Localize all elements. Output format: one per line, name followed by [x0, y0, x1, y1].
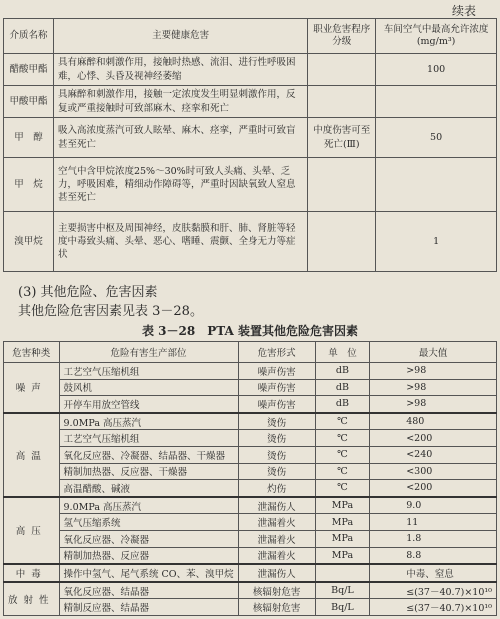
table-row	[4, 446, 497, 463]
health-hazard: 具麻醉和刺激作用，接触一定浓度发生明显刺激作用，反复或严重接触时可致部麻木、痉挛和死亡	[53, 86, 307, 118]
header-health-hazard: 主要健康危害	[53, 19, 307, 54]
unit: ℃	[315, 413, 370, 430]
unit: Bq/L	[315, 582, 370, 599]
table-row	[4, 379, 497, 396]
max-value: 8.8	[370, 547, 497, 564]
hazard-location: 9.0MPa 高压蒸汽	[59, 413, 238, 430]
max-concentration	[376, 158, 497, 212]
table-row	[4, 54, 497, 86]
max-value: 9.0	[370, 497, 497, 514]
hazard-form: 烫伤	[238, 446, 315, 463]
table-row	[4, 86, 497, 118]
hazard-category: 放射性	[4, 582, 60, 616]
unit: ℃	[315, 446, 370, 463]
medium-name: 甲 烷	[4, 158, 54, 212]
hazard-category: 高温	[4, 413, 60, 497]
hazard-form: 泄漏伤人	[238, 564, 315, 582]
max-concentration: 50	[376, 118, 497, 158]
hazard-location: 鼓风机	[59, 379, 238, 396]
medium-name: 醋酸甲酯	[4, 54, 54, 86]
hazard-form: 噪声伤害	[238, 363, 315, 380]
max-value: 11	[370, 514, 497, 531]
max-value: <200	[370, 430, 497, 447]
hazard-location: 工艺空气压缩机组	[59, 430, 238, 447]
table-row	[4, 463, 497, 480]
header-location: 危险有害生产部位	[59, 342, 238, 363]
hazard-grade	[308, 212, 376, 272]
max-value: <300	[370, 463, 497, 480]
table-row	[4, 564, 497, 582]
hazard-location: 工艺空气压缩机组	[59, 363, 238, 380]
unit: dB	[315, 363, 370, 380]
header-hazard-type: 危害种类	[4, 342, 60, 363]
table-row	[4, 363, 497, 380]
table-header-row	[4, 19, 497, 54]
hazard-form: 核辐射危害	[238, 599, 315, 616]
hazard-form: 噪声伤害	[238, 396, 315, 413]
max-value: >98	[370, 379, 497, 396]
hazard-location: 氧化反应器、冷凝器	[59, 530, 238, 547]
hazard-form: 泄漏着火	[238, 547, 315, 564]
hazard-grade	[308, 158, 376, 212]
max-value: <200	[370, 480, 497, 497]
continued-label: 续表	[451, 4, 476, 18]
health-hazard: 吸入高浓度蒸汽可致人眩晕、麻木、痉挛，严重时可致盲甚至死亡	[53, 118, 307, 158]
hazard-grade: 中度伤害可至死亡(Ⅲ)	[308, 118, 376, 158]
header-grade: 职业危害程序分级	[308, 19, 376, 54]
max-concentration: 1	[376, 212, 497, 272]
table-row	[4, 547, 497, 564]
hazard-form: 泄漏着火	[238, 530, 315, 547]
hazard-location: 氢气压缩系统	[59, 514, 238, 531]
hazard-grade	[308, 86, 376, 118]
unit: MPa	[315, 547, 370, 564]
hazard-form: 噪声伤害	[238, 379, 315, 396]
table-row	[4, 158, 497, 212]
hazard-form: 烫伤	[238, 413, 315, 430]
max-value: 1.8	[370, 530, 497, 547]
max-concentration: 100	[376, 54, 497, 86]
unit: MPa	[315, 530, 370, 547]
max-value: >98	[370, 363, 497, 380]
table-row	[4, 480, 497, 497]
max-value: <240	[370, 446, 497, 463]
max-value: ≤(37－40.7)×10¹⁰	[370, 582, 497, 599]
hazard-category: 高压	[4, 497, 60, 564]
table-row	[4, 599, 497, 616]
max-value: 中毒、窒息	[370, 564, 497, 582]
other-hazard-table	[3, 341, 497, 616]
section-line: 其他危险危害因素见表 3－28。	[18, 304, 203, 319]
table-row	[4, 396, 497, 413]
unit: MPa	[315, 497, 370, 514]
hazard-location: 精制加热器、反应器	[59, 547, 238, 564]
health-hazard: 空气中含甲烷浓度25%～30%时可致人头痛、头晕、乏力，呼吸困难，精细动作障碍等，严重时因缺氧致人窒息甚至死亡	[53, 158, 307, 212]
table-row	[4, 582, 497, 599]
section-heading: (3) 其他危险、危害因素	[18, 285, 158, 300]
unit: ℃	[315, 430, 370, 447]
table-row	[4, 530, 497, 547]
medium-name: 甲酸甲酯	[4, 86, 54, 118]
hazard-location: 氧化反应器、冷凝器、结晶器、干燥器	[59, 446, 238, 463]
unit: dB	[315, 396, 370, 413]
header-medium: 介质名称	[4, 19, 54, 54]
header-hazard-form: 危害形式	[238, 342, 315, 363]
table-row	[4, 497, 497, 514]
hazard-location: 开停车用放空管线	[59, 396, 238, 413]
hazard-form: 泄漏着火	[238, 514, 315, 531]
medium-name: 溴甲烷	[4, 212, 54, 272]
hazard-location: 氧化反应器、结晶器	[59, 582, 238, 599]
table-row	[4, 514, 497, 531]
hazard-form: 烫伤	[238, 463, 315, 480]
max-value: >98	[370, 396, 497, 413]
unit	[315, 564, 370, 582]
header-max-concentration: 车间空气中最高允许浓度(mg/m³)	[376, 19, 497, 54]
hazard-category: 中毒	[4, 564, 60, 582]
hazard-form: 核辐射危害	[238, 582, 315, 599]
hazard-location: 操作中氢气、尾气系统 CO、苯、溴甲烷	[59, 564, 238, 582]
unit: ℃	[315, 463, 370, 480]
table-header-row	[4, 342, 497, 363]
medium-name: 甲 醇	[4, 118, 54, 158]
hazard-form: 灼伤	[238, 480, 315, 497]
header-unit: 单 位	[315, 342, 370, 363]
health-hazard: 主要损害中枢及周围神经，皮肤黏膜和肝、肺、肾脏等轻度中毒致头痛、头晕、恶心、嗜睡、震颤、全身无力等症状	[53, 212, 307, 272]
hazard-location: 9.0MPa 高压蒸汽	[59, 497, 238, 514]
hazard-category: 噪声	[4, 363, 60, 413]
table-row	[4, 118, 497, 158]
health-hazard: 具有麻醉和刺激作用，接触时热感、流泪、进行性呼吸困难，心悸、头昏及视神经萎缩	[53, 54, 307, 86]
unit: MPa	[315, 514, 370, 531]
hazard-form: 泄漏伤人	[238, 497, 315, 514]
max-concentration	[376, 86, 497, 118]
table-row	[4, 413, 497, 430]
hazard-location: 高温醋酸、碱液	[59, 480, 238, 497]
table-caption: 表 3－28 PTA 装置其他危险危害因素	[141, 324, 358, 338]
max-value: ≤(37－40.7)×10¹⁰	[370, 599, 497, 616]
unit: ℃	[315, 480, 370, 497]
max-value: 480	[370, 413, 497, 430]
health-hazard-table	[3, 18, 497, 272]
hazard-location: 精制反应器、结晶器	[59, 599, 238, 616]
table-row	[4, 212, 497, 272]
unit: dB	[315, 379, 370, 396]
hazard-form: 烫伤	[238, 430, 315, 447]
hazard-grade	[308, 54, 376, 86]
table-row	[4, 430, 497, 447]
header-max-value: 最大值	[370, 342, 497, 363]
hazard-location: 精制加热器、反应器、干燥器	[59, 463, 238, 480]
unit: Bq/L	[315, 599, 370, 616]
